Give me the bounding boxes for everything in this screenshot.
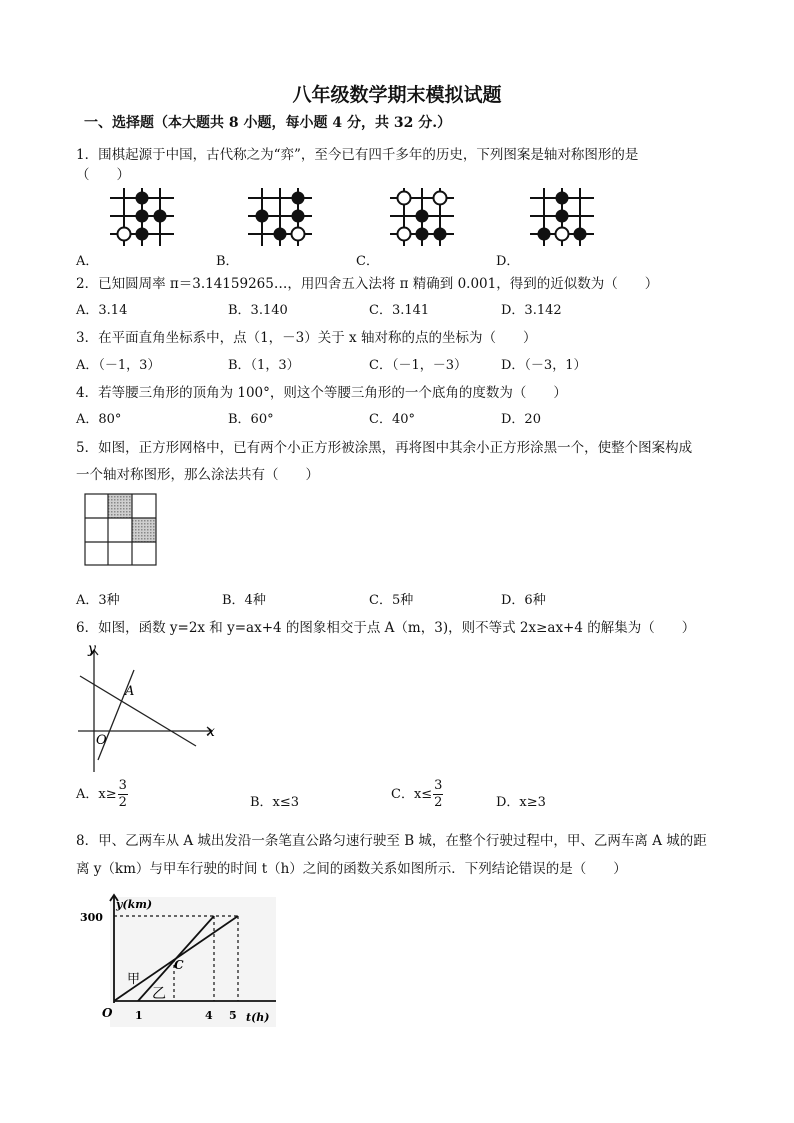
question-2-option-b: B．3.140 xyxy=(228,303,288,318)
question-1-text: 1．围棋起源于中国，古代称之为“弈”，至今已有四千多年的历史，下列图案是轴对称图形的是 xyxy=(76,147,639,163)
point-c-label: C xyxy=(174,958,184,972)
shaded-square xyxy=(108,494,132,518)
question-5-text-cont: 一个轴对称图形，那么涂法共有（ ） xyxy=(76,467,319,483)
question-4-option-a: A．80° xyxy=(76,412,122,427)
y-axis-label: y xyxy=(88,641,96,657)
question-2-option-a: A．3.14 xyxy=(76,303,128,318)
question-4-option-d: D．20 xyxy=(501,412,541,427)
page-title: 八年级数学期末模拟试题 xyxy=(292,84,502,106)
question-2-option-d: D．3.142 xyxy=(501,303,562,318)
go-board-c xyxy=(386,186,458,248)
question-3-option-a: A．（－1，3） xyxy=(76,358,161,373)
fraction-denominator: 2 xyxy=(118,795,127,810)
option-a-prefix: A．x≥ xyxy=(76,787,117,802)
go-board-b xyxy=(244,186,316,248)
t-tick-1: 1 xyxy=(135,1009,143,1022)
question-6-option-a xyxy=(76,778,128,811)
question-6-option-b: B．x≤3 xyxy=(250,795,300,810)
t-tick-4: 4 xyxy=(205,1009,213,1022)
section-heading: 一、选择题（本大题共 8 小题，每小题 4 分，共 32 分.） xyxy=(84,115,452,131)
point-a-label: A xyxy=(125,684,135,699)
fraction-numerator: 3 xyxy=(434,778,443,793)
question-6-option-d: D．x≥3 xyxy=(496,795,546,810)
question-1-option-a: A． xyxy=(76,254,99,269)
question-4-option-c: C．40° xyxy=(369,412,415,427)
question-6-option-c xyxy=(391,778,443,811)
label-jia: 甲 xyxy=(127,972,141,987)
distance-time-graph xyxy=(72,885,280,1033)
shaded-square xyxy=(132,518,156,542)
question-1-bracket: （ ） xyxy=(76,167,130,183)
fraction-numerator: 3 xyxy=(118,778,127,793)
question-2-option-c: C．3.141 xyxy=(369,303,430,318)
question-6-text: 6．如图，函数 y=2x 和 y=ax+4 的图象相交于点 A（m，3)，则不等式 2x≥ax+4 的解集为（ ） xyxy=(76,620,696,636)
question-1-option-d: D． xyxy=(496,254,520,269)
x-axis-label: x xyxy=(207,724,215,740)
question-4-option-b: B．60° xyxy=(228,412,274,427)
linear-functions-graph xyxy=(74,640,234,775)
question-5-option-c: C．5种 xyxy=(369,593,414,608)
fraction-three-halves xyxy=(118,778,128,811)
question-3-text: 3．在平面直角坐标系中，点（1，－3）关于 x 轴对称的点的坐标为（ ） xyxy=(76,330,537,346)
question-1-option-c: C． xyxy=(356,254,379,269)
origin-label: O xyxy=(96,733,107,748)
t-axis-label: t(h) xyxy=(246,1011,270,1024)
origin-label: O xyxy=(102,1006,113,1020)
square-grid-figure xyxy=(84,493,158,567)
question-5-option-d: D．6种 xyxy=(501,593,546,608)
y-axis-label: y(km) xyxy=(116,898,153,911)
question-8-text: 8．甲、乙两车从 A 城出发沿一条笔直公路匀速行驶至 B 城，在整个行驶过程中，甲、乙两车离 A 城的距 xyxy=(76,833,707,849)
go-board-d xyxy=(526,186,598,248)
fraction-three-halves xyxy=(433,778,443,811)
question-3-option-d: D．（－3，1） xyxy=(501,358,587,373)
t-tick-5: 5 xyxy=(229,1009,237,1022)
fraction-denominator: 2 xyxy=(434,795,443,810)
option-c-prefix: C．x≤ xyxy=(391,787,433,802)
go-board-a xyxy=(106,186,178,248)
y-tick-300: 300 xyxy=(80,911,103,924)
question-5-option-b: B．4种 xyxy=(222,593,266,608)
question-3-option-c: C．（－1，－3） xyxy=(369,358,467,373)
question-2-text: 2．已知圆周率 π＝3.14159265…，用四舍五入法将 π 精确到 0.001，得到的近似数为（ ） xyxy=(76,276,659,292)
question-5-text: 5．如图，正方形网格中，已有两个小正方形被涂黑，再将图中其余小正方形涂黑一个，使整个图案构成 xyxy=(76,440,693,456)
label-yi: 乙 xyxy=(152,986,166,1002)
question-5-option-a: A．3种 xyxy=(76,593,120,608)
question-8-text-cont: 离 y（km）与甲车行驶的时间 t（h）之间的函数关系如图所示．下列结论错误的是（ ） xyxy=(76,861,627,877)
question-4-text: 4．若等腰三角形的顶角为 100°，则这个等腰三角形的一个底角的度数为（ ） xyxy=(76,385,567,401)
question-1-option-b: B． xyxy=(216,254,239,269)
question-3-option-b: B．（1，3） xyxy=(228,358,300,373)
